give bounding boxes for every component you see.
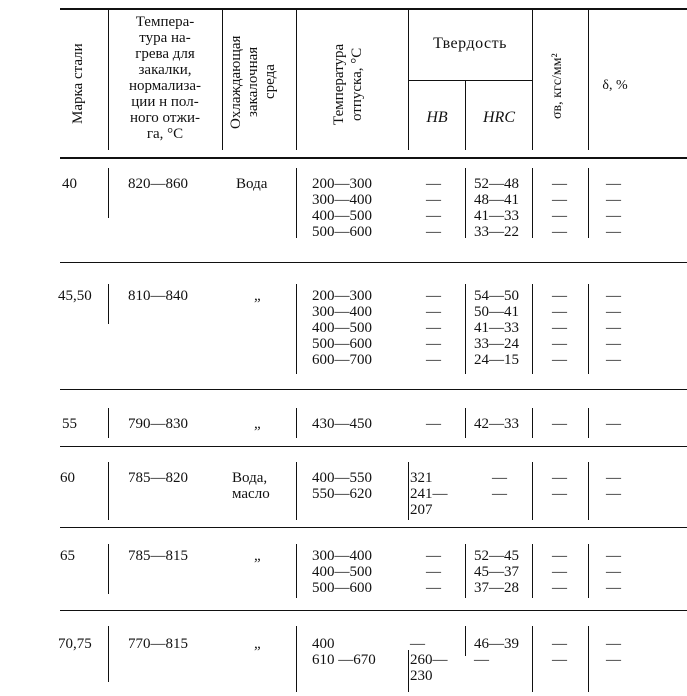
hardness-subheader-rule [408,80,532,81]
body-divider [465,408,466,438]
row-3-hrc: 42—33 [474,416,519,432]
row-5-hb: — — — [426,548,441,596]
body-divider [588,544,589,598]
col-divider-4 [408,10,409,150]
body-divider [532,462,533,520]
row-5-temper: 300—400 400—500 500—600 [312,548,372,596]
body-divider [465,544,466,598]
body-divider [296,408,297,438]
row-2-hb: — — — — — [426,288,441,368]
row-2-hrc: 54—50 50—41 41—33 33—24 24—15 [474,288,519,368]
header-hb: HB [426,109,448,126]
row-6-hb: — 260— 230 [410,636,448,684]
row-4-grade: 60 [60,470,75,486]
body-divider [108,544,109,594]
header-bottom-rule [60,157,687,159]
row-5-medium: „ [254,548,261,564]
col-divider-1 [108,10,109,150]
body-divider [296,626,297,692]
row-4-quench: 785—820 [128,470,188,486]
row-1-grade: 40 [62,176,77,192]
row-1-quench: 820—860 [128,176,188,192]
row-4-sigma: — — [552,470,567,502]
row-6-sigma: — — [552,636,567,668]
body-divider [108,462,109,520]
row-4-delta: — — [606,470,621,502]
body-divider [532,544,533,598]
row-separator-3 [60,446,687,447]
header-hardness: Твердость [433,35,507,52]
row-3-grade: 55 [62,416,77,432]
body-divider [296,462,297,520]
body-divider [588,626,589,692]
col-divider-3 [296,10,297,150]
row-3-sigma: — [552,416,567,432]
body-divider [588,168,589,238]
body-divider [108,168,109,218]
row-1-temper: 200—300 300—400 400—500 500—600 [312,176,372,240]
row-separator-5 [60,610,687,611]
row-2-quench: 810—840 [128,288,188,304]
row-5-grade: 65 [60,548,75,564]
row-6-temper: 400 610 —670 [312,636,376,668]
col-divider-7 [588,10,589,150]
body-divider [108,284,109,324]
row-separator-2 [60,389,687,390]
col-divider-5 [465,80,466,150]
row-5-delta: — — — [606,548,621,596]
header-hrc: HRC [483,109,515,126]
row-4-medium: Вода, масло [232,470,270,502]
row-1-delta: — — — — [606,176,621,240]
row-3-hb: — [426,416,441,432]
row-6-quench: 770—815 [128,636,188,652]
body-divider [108,408,109,438]
body-divider [588,284,589,374]
row-separator-1 [60,262,687,263]
col-divider-6 [532,10,533,150]
body-divider [588,462,589,520]
body-divider [532,168,533,238]
row-1-hrc: 52—48 48—41 41—33 33—22 [474,176,519,240]
row-5-hrc: 52—45 45—37 37—28 [474,548,519,596]
row-separator-4 [60,527,687,528]
header-delta: δ, % [602,78,628,93]
body-divider [588,408,589,438]
row-6-delta: — — [606,636,621,668]
body-divider [532,626,533,692]
row-6-grade: 70,75 [58,636,92,652]
row-1-sigma: — — — — [552,176,567,240]
body-divider [465,168,466,238]
header-cooling-medium: Охлаждающая закалочная среда [228,35,278,129]
row-3-medium: „ [254,416,261,432]
row-5-quench: 785—815 [128,548,188,564]
body-divider [296,544,297,598]
row-3-delta: — [606,416,621,432]
row-2-delta: — — — — — [606,288,621,368]
row-3-quench: 790—830 [128,416,188,432]
body-divider [465,284,466,374]
row-5-sigma: — — — [552,548,567,596]
row-6-medium: „ [254,636,261,652]
body-divider [532,284,533,374]
header-sigma: σв, кгс/мм² [550,53,565,119]
col-divider-2 [222,10,223,150]
row-2-medium: „ [254,288,261,304]
body-divider [465,626,466,656]
row-4-hb: 321 241— 207 [410,470,448,518]
row-4-temper: 400—550 550—620 [312,470,372,502]
row-1-hb: — — — — [426,176,441,240]
header-temper-temp: Температура отпуска, °С [331,43,365,125]
row-6-hrc: 46—39 — [474,636,519,668]
body-divider [408,650,409,692]
header-quench-temp: Темпера- тура на- грева для закалки, нормализа- ции н пол- ного отжи- га, °С [128,14,202,142]
row-3-temper: 430—450 [312,416,372,432]
body-divider [108,626,109,682]
top-rule [60,8,687,10]
header-steel-grade: Марка стали [70,43,86,125]
body-divider [532,408,533,438]
row-2-grade: 45,50 [58,288,92,304]
row-2-temper: 200—300 300—400 400—500 500—600 600—700 [312,288,372,368]
body-divider [296,284,297,374]
body-divider [296,168,297,238]
body-divider [408,462,409,520]
row-1-medium: Вода [236,176,268,192]
row-2-sigma: — — — — — [552,288,567,368]
row-4-hrc: — — [492,470,507,502]
